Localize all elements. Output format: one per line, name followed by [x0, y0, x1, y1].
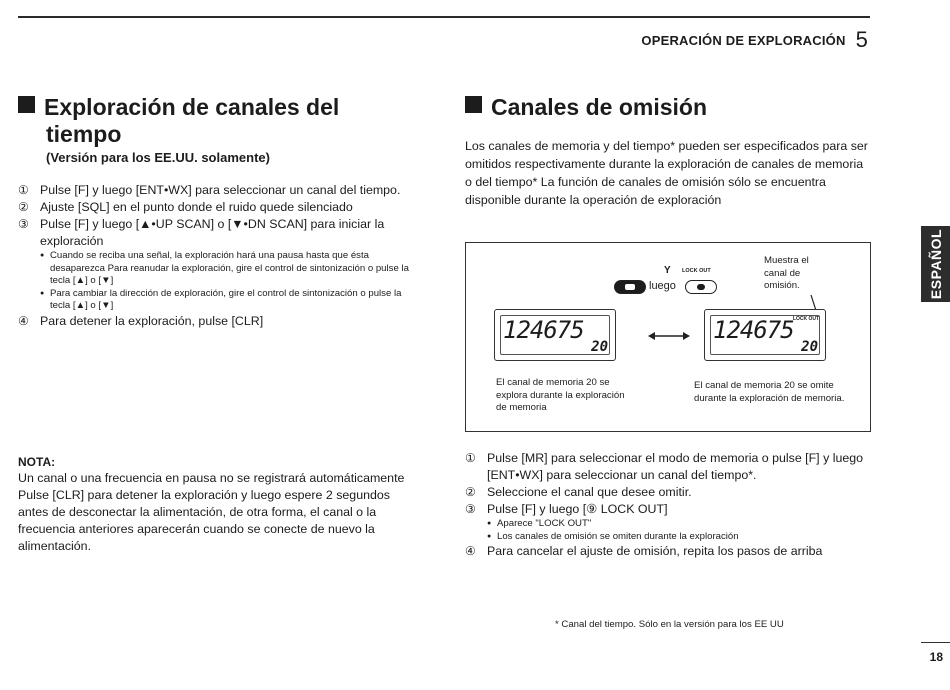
left-step-2: ② Ajuste [SQL] en el punto donde el ruido quede silenciado: [18, 200, 353, 214]
right-steps: [465, 450, 870, 560]
lcd-lockout-indicator: LOCK OUT: [792, 316, 819, 322]
caption-after: El canal de memoria 20 se omite durante la exploración de memoria.: [694, 380, 845, 404]
right-bullet-1: ● Aparece "LOCK OUT": [487, 518, 870, 531]
lcd-channel: 20: [801, 339, 818, 355]
right-title: Canales de omisión: [465, 94, 707, 121]
luego-label: luego: [649, 280, 676, 292]
y-label: Y: [664, 265, 671, 276]
left-step-3: ③ Pulse [F] y luego [▲•UP SCAN] o [▼•DN SCAN] para iniciar la exploración: [18, 217, 385, 248]
page-number-rule: [921, 642, 950, 643]
left-bullet-1: ● Cuando se reciba una señal, la exploración hará una pausa hasta que ésta desaparezca Para reanudar la exploración, gire el control de sintonización o pulse la tecla [▲] o [▼]: [40, 250, 413, 288]
footnote: * Canal del tiempo. Sólo en la versión para los EE UU: [555, 619, 784, 630]
left-title-line1: Exploración de canales del: [44, 94, 340, 120]
nota-title: NOTA:: [18, 455, 56, 469]
lockout-key-icon: [685, 280, 717, 294]
f-key-icon: [614, 280, 646, 294]
page-number: 18: [929, 650, 943, 664]
right-intro: Los canales de memoria y del tiempo* pueden ser especificados para ser omitidos respectivamente durante la exploración de canales de memoria o del tiempo* La función de canales de omisión sólo se encuentra disponible durante la operación de exploración: [465, 139, 868, 207]
left-step-1: ① Pulse [F] y luego [ENT•WX] para seleccionar un canal del tiempo.: [18, 183, 401, 197]
lcd-display-before: [494, 309, 616, 361]
lcd-channel: 20: [591, 339, 608, 355]
left-steps: [18, 182, 413, 330]
caption-before: El canal de memoria 20 se explora durante la exploración de memoria: [496, 377, 625, 413]
top-rule: [18, 16, 870, 18]
running-header: [641, 27, 868, 53]
lcd-frequency: 124675: [713, 316, 794, 344]
chapter-number: 5: [855, 27, 868, 52]
right-bullet-2: ● Los canales de omisión se omiten durante la exploración: [487, 531, 870, 544]
left-step-4: ④ Para detener la exploración, pulse [CLR]: [18, 313, 264, 328]
left-bullet-2: ● Para cambiar la dirección de exploración, gire el control de sintonización o pulse la tecla [▲] o [▼]: [40, 288, 413, 313]
left-subtitle: (Versión para los EE.UU. solamente): [46, 150, 270, 165]
lcd-display-after: [704, 309, 826, 361]
lockout-diagram: [465, 242, 871, 432]
nota-text: Un canal o una frecuencia en pausa no se registrará automáticamente Pulse [CLR] para detener la exploración y luego espere 2 segundos antes de desconectar la alimentación, de otra forma, el canal o la frecuencia anteriores aparecerán cuando se conecte de nuevo la alimentación.: [18, 471, 405, 553]
right-step-3: ③ Pulse [F] y luego [⑨ LOCK OUT]: [465, 502, 668, 516]
lockout-key-label: LOCK OUT: [682, 268, 711, 274]
language-side-tab: ESPAÑOL: [921, 226, 950, 302]
lcd-frequency: 124675: [503, 316, 584, 344]
left-title: [18, 94, 339, 148]
right-step-2: ② Seleccione el canal que desee omitir.: [465, 485, 692, 499]
left-title-line2: tiempo: [46, 121, 122, 147]
section-title: OPERACIÓN DE EXPLORACIÓN: [641, 33, 846, 48]
muestra-label: Muestra el canal de omisión.: [764, 255, 809, 291]
square-bullet-icon: [465, 96, 482, 113]
right-step-1: ① Pulse [MR] para seleccionar el modo de memoria o pulse [F] y luego [ENT•WX] para seleccionar un canal del tiempo*.: [465, 451, 864, 482]
double-arrow-icon: [648, 329, 690, 343]
square-bullet-icon: [18, 96, 35, 113]
right-step-4: ④ Para cancelar el ajuste de omisión, repita los pasos de arriba: [465, 544, 823, 558]
